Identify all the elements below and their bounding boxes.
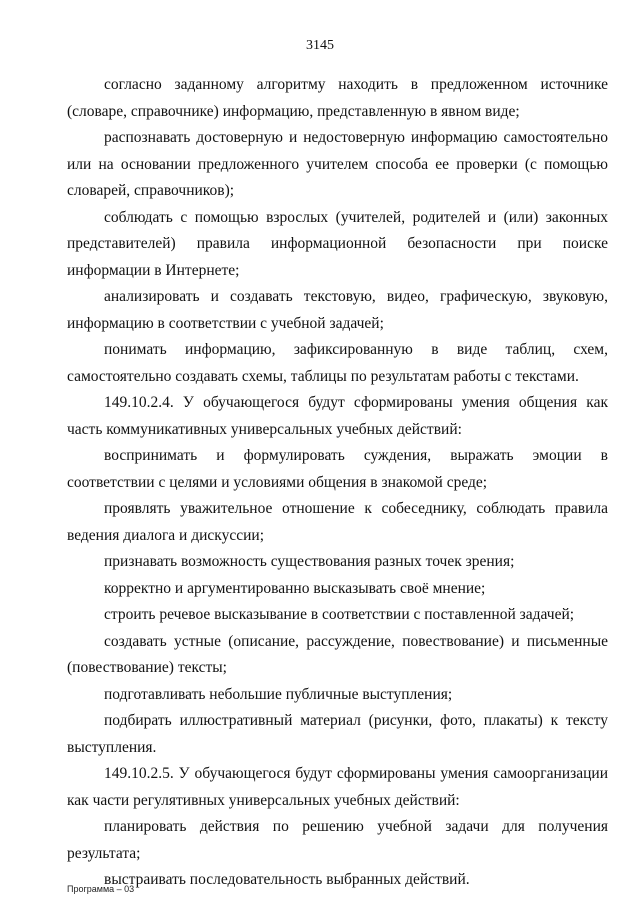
page-footer: Программа – 03 — [67, 884, 135, 894]
paragraph: воспринимать и формулировать суждения, выражать эмоции в соответствии с целями и условиями общения в знакомой среде; — [67, 447, 608, 491]
page-number: 3145 — [306, 38, 334, 53]
body-text — [67, 72, 608, 894]
paragraph: создавать устные (описание, рассуждение, повествование) и письменные (повествование) тексты; — [67, 632, 608, 676]
paragraph: проявлять уважительное отношение к собеседнику, соблюдать правила ведения диалога и дискуссии; — [67, 500, 608, 544]
paragraph: распознавать достоверную и недостоверную информацию самостоятельно или на основании предложенного учителем способа ее проверки (с помощью словарей, справочников); — [67, 129, 608, 199]
paragraph: корректно и аргументированно высказывать своё мнение; — [104, 579, 486, 597]
paragraph: анализировать и создавать текстовую, видео, графическую, звуковую, информацию в соответствии с учебной задачей; — [67, 288, 608, 332]
paragraph: согласно заданному алгоритму находить в предложенном источнике (словаре, справочнике) информацию, представленную в явном виде; — [67, 76, 608, 120]
paragraph: строить речевое высказывание в соответствии с поставленной задачей; — [104, 606, 575, 623]
paragraph: подбирать иллюстративный материал (рисунки, фото, плакаты) к тексту выступления. — [67, 712, 608, 756]
paragraph: признавать возможность существования разных точек зрения; — [104, 553, 515, 570]
paragraph: планировать действия по решению учебной задачи для получения результата; — [67, 818, 608, 862]
section-heading-paragraph: 149.10.2.4. У обучающегося будут сформированы умения общения как часть коммуникативных универсальных учебных действий: — [67, 394, 608, 438]
paragraph: выстраивать последовательность выбранных действий. — [104, 871, 470, 888]
section-heading-paragraph: 149.10.2.5. У обучающегося будут сформированы умения самоорганизации как части регулятивных универсальных учебных действий: — [67, 765, 608, 809]
paragraph: соблюдать с помощью взрослых (учителей, родителей и (или) законных представителей) правила информационной безопасности при поиске информации в Интернете; — [67, 208, 608, 279]
paragraph: подготавливать небольшие публичные выступления; — [104, 685, 453, 703]
paragraph: понимать информацию, зафиксированную в виде таблиц, схем, самостоятельно создавать схемы, таблицы по результатам работы с текстами. — [67, 341, 608, 385]
